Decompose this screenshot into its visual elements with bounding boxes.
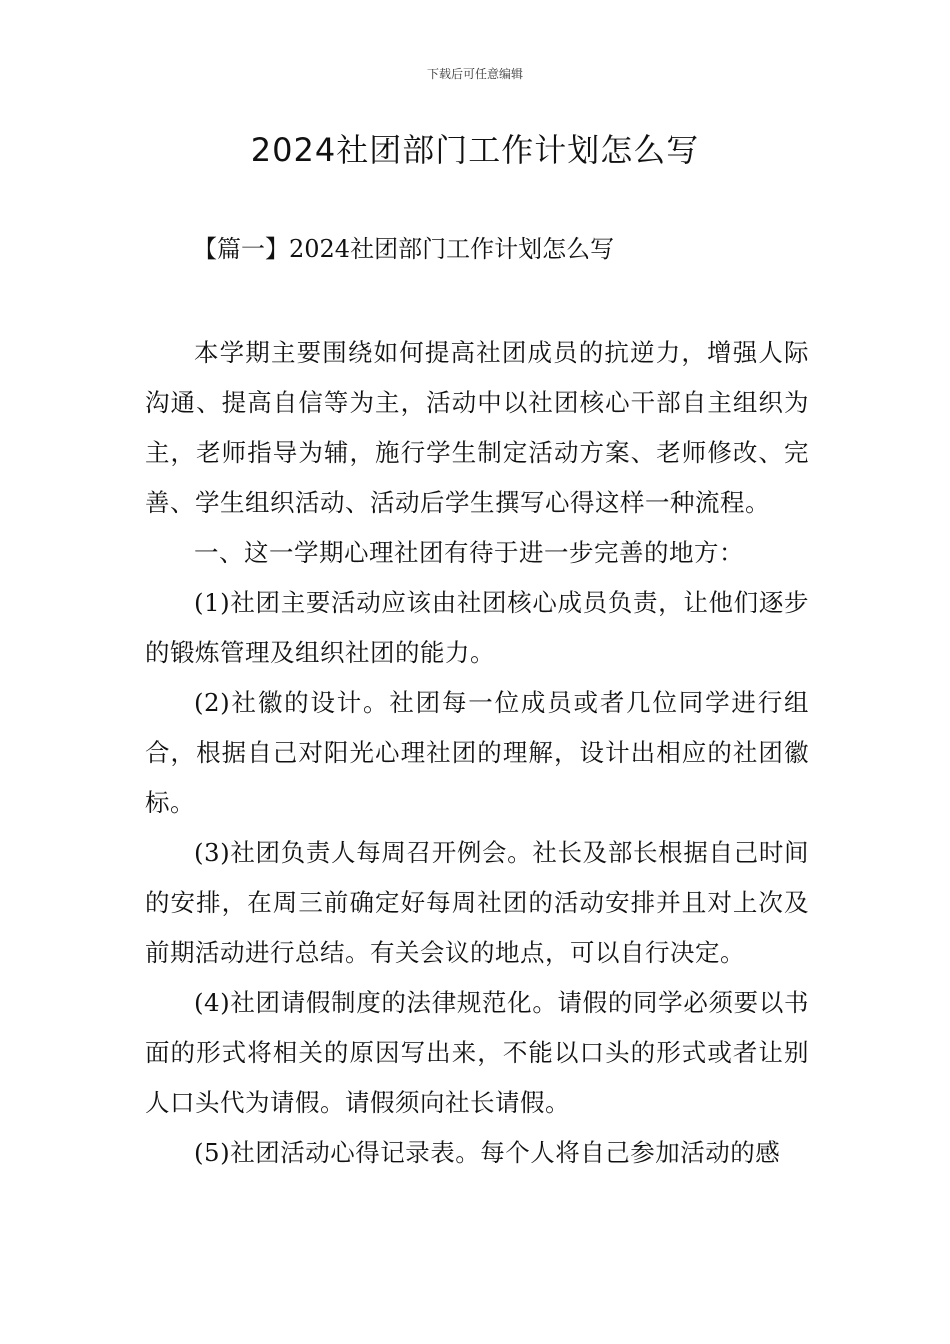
paragraph-item-5: (5)社团活动心得记录表。每个人将自己参加活动的感 — [194, 1138, 781, 1167]
document-title: 2024社团部门工作计划怎么写 — [250, 131, 700, 169]
paragraph-list-heading: 一、这一学期心理社团有待于进一步完善的地方： — [194, 538, 744, 567]
paragraph-item-2: (2)社徽的设计。社团每一位成员或者几位同学进行组合，根据自己对阳光心理社团的理解，设计出相应的社团徽标。 — [145, 688, 809, 817]
header-note: 下载后可任意编辑 — [426, 67, 523, 81]
section-heading: 【篇一】2024社团部门工作计划怎么写 — [193, 235, 615, 263]
paragraph-intro: 本学期主要围绕如何提高社团成员的抗逆力，增强人际沟通、提高自信等为主，活动中以社团核心干部自主组织为主，老师指导为辅，施行学生制定活动方案、老师修改、完善、学生组织活动、活动后学生撰写心得这样一种流程。 — [145, 338, 809, 517]
paragraph-item-4: (4)社团请假制度的法律规范化。请假的同学必须要以书面的形式将相关的原因写出来，不能以口头的形式或者让别人口头代为请假。请假须向社长请假。 — [145, 988, 809, 1117]
paragraph-item-3: (3)社团负责人每周召开例会。社长及部长根据自己时间的安排，在周三前确定好每周社团的活动安排并且对上次及前期活动进行总结。有关会议的地点，可以自行决定。 — [145, 838, 809, 967]
body-text — [145, 328, 809, 1178]
paragraph-item-1: (1)社团主要活动应该由社团核心成员负责，让他们逐步的锻炼管理及组织社团的能力。 — [145, 588, 809, 667]
